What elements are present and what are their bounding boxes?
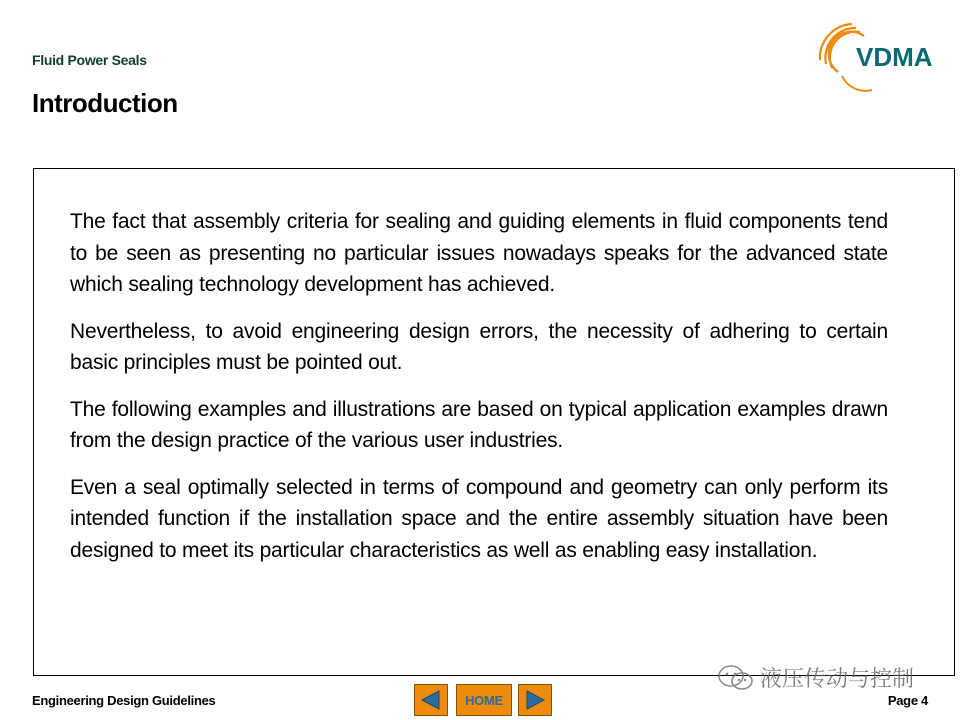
triangle-left-icon <box>420 689 442 711</box>
vdma-logo <box>812 18 940 94</box>
paragraph-3: The following examples and illustrations are based on typical application examples drawn from the design practice of the various user industries. <box>70 397 888 452</box>
footer-document-title: Engineering Design Guidelines <box>32 693 216 708</box>
watermark-text: 液压传动与控制 <box>760 666 915 691</box>
triangle-right-icon <box>524 689 546 711</box>
paragraph-4: Even a seal optimally selected in terms of compound and geometry can only perform its intended function if the installation space and the entire assembly situation have been designed to meet its particular characteristics as well as enabling easy installation. <box>70 475 888 562</box>
page-number: Page 4 <box>887 693 928 708</box>
logo-text: VDMA <box>856 42 933 72</box>
page-subtitle: Fluid Power Seals <box>32 52 147 68</box>
paragraph-2: Nevertheless, to avoid engineering design errors, the necessity of adhering to certain basic principles must be pointed out. <box>70 319 888 374</box>
page-title: Introduction <box>32 88 178 118</box>
home-button[interactable]: HOME <box>456 684 512 716</box>
prev-page-button[interactable] <box>414 684 448 716</box>
content-body <box>70 206 888 581</box>
wechat-icon <box>716 663 756 693</box>
paragraph-1: The fact that assembly criteria for sealing and guiding elements in fluid components tend to be seen as presenting no particular issues nowadays speaks for the advanced state which sealing technology development has achieved. <box>70 210 888 296</box>
watermark <box>716 662 914 693</box>
next-page-button[interactable] <box>518 684 552 716</box>
